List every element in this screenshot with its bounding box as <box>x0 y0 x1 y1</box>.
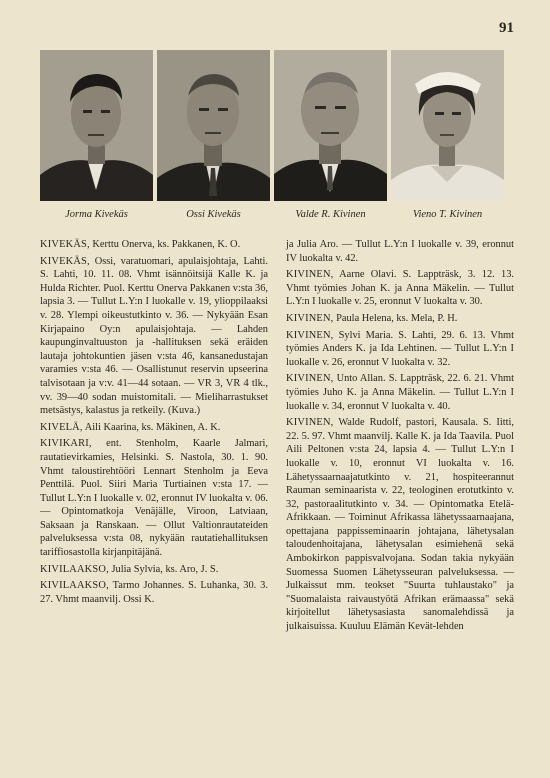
entry-text: Ossi, varatuomari, apulaisjohtaja, Lahti. S. Lahti, 10. 11. 08. Vhmt isännöitsijä Kalle K. ja Hulda Richter. Puol. Kerttu Onerva Pakkanen v:sta 36, lapsia 3. — Tullut L.Y:n I luokalle v. 19, ylioppilaaksi v. 28. Ylempi oikeustutkinto v. 36. — Nykyään Esan Kirjapaino Oy:n apulaisjohtaja. — Lahden kaupunginvaltuuston ja -hallituksen sekä eräiden lautaja johtokuntien jäsen v:sta 46, kansanedustajan varamies v:sta 46. — Osallistunut reservin upseerina talvisotaan ja v:v. 41—44 sotaan. — VR 3, VR 4 tlk., vv. 39—40 sodan muistomitali. — Mieliharrastukset metsästys, kalastus ja retkeily. (Kuva.) <box>40 255 268 417</box>
entry-text: Unto Allan. S. Lappträsk, 22. 6. 21. Vhmt työmies Juho K. ja Anna Mäkelin. — Tullut L.Y:n I luokalle v. 34, eronnut V luokalta v. 40. <box>286 373 514 412</box>
portrait-caption: Jorma Kivekäs <box>65 209 128 220</box>
biography-entry <box>286 372 514 413</box>
entry-name: KIVINEN, <box>286 312 334 324</box>
entry-text: Walde Rudolf, pastori, Kausala. S. Iitti, 22. 5. 97. Vhmt maanvilj. Kalle K. ja Ida Taavila. Puol Aili Peltonen v:sta 24, lapsia 4. — Tullut L.Y:n I luokalle v. 10, eronnut VI luokalta v. 16. Lähetyssaarnaajatutkinto v. 21, hospiteerannut Rauman seminaarista v. 22, teologinen erotutkinto v. 32, pastoraalitutkinto v. 34. — Opintomatka Etelä-Afrikkaan. — Toiminut Afrikassa lähetyssaarnaajana, opettajana pappisseminaarin johtajana, lähetysalan taloudenhoitajana, lähetysalan esimiehenä sekä Ambokirkon pappisvalvojana. Sodan takia nykyään Suomessa Suomen Lähetysseuran palveluksessa. — Julkaissut mm. teokset "Suurta tuhlaustako" ja "Suomalaista raivaustyötä Afrikan erämaassa" sekä kirjoitellut lähetysasiasta sanomalehdissä ja julkaisuissa. Kuuluu Elämän Kevät-lehden <box>286 417 514 633</box>
biography-entry <box>40 421 268 435</box>
biography-entry <box>286 312 514 326</box>
portrait-vieno-kivinen <box>391 50 504 220</box>
biography-entry <box>40 437 268 559</box>
entry-text: Aili Kaarina, ks. Mäkinen, A. K. <box>84 421 221 433</box>
biography-entry <box>40 238 268 252</box>
biography-entry-continued <box>286 238 514 265</box>
biography-entry <box>286 416 514 634</box>
entry-name: KIVINEN, <box>286 329 334 341</box>
portrait-valde-kivinen <box>274 50 387 220</box>
entry-text: Aarne Olavi. S. Lappträsk, 3. 12. 13. Vhmt työmies Johan K. ja Anna Mäkelin. — Tullut L.Y:n I luokalle v. 25, eronnut V luokalta v. 30. <box>286 269 514 308</box>
portrait-caption: Vieno T. Kivinen <box>412 209 483 220</box>
entry-name: KIVEKÄS, <box>40 239 90 250</box>
portrait-ossi-kivekas <box>157 50 270 220</box>
biography-entry <box>40 563 268 577</box>
entry-name: KIVINEN, <box>286 373 334 385</box>
entry-name: KIVEKÄS, <box>40 255 90 267</box>
left-column <box>40 238 268 637</box>
biography-entry <box>40 255 268 418</box>
entry-name: KIVINEN, <box>286 269 334 281</box>
portrait-jorma-kivekas <box>40 50 153 220</box>
portrait-photo <box>274 50 387 201</box>
entry-text: ent. Stenholm, Kaarle Jalmari, rautatievirkamies, Helsinki. S. Nastola, 30. 1. 90. Vhmt taloustirehtööri Lennart Stenholm ja Eeva Penttilä. Puol. Siiri Maria Turtiainen v:sta 17. — Tullut L.Y:n I luokalle v. 02, eronnut IV luokalta v. 06. — Opintomatkoja Venäjälle, Viroon, Latviaan, Saksaan ja Ranskaan. — Ollut Valtionrautateiden palveluksessa v:sta 08, nykyään rautatiehallituksen tariffiosastolla kirjanpitäjänä. <box>40 438 268 559</box>
entry-text: ja Julia Aro. — Tullut L.Y:n I luokalle v. 39, eronnut IV luokalta v. 42. <box>286 239 514 264</box>
entry-text: Tarmo Johannes. S. Luhanka, 30. 3. 27. Vhmt maanvilj. Ossi K. <box>40 580 268 605</box>
portrait-photo <box>391 50 504 201</box>
entry-text: Sylvi Maria. S. Lahti, 29. 6. 13. Vhmt työmies Anders K. ja Ida Lehtinen. — Tullut L.Y:n I luokalle v. 26, eronnut V luokalta v. 32. <box>286 329 514 368</box>
page-number: 91 <box>499 20 514 36</box>
entry-name: KIVELÄ, <box>40 421 83 433</box>
biography-entry <box>286 329 514 370</box>
entry-name: KIVILAAKSO, <box>40 580 109 592</box>
entry-name: KIVILAAKSO, <box>40 563 109 575</box>
portrait-photo <box>157 50 270 201</box>
portrait-caption: Valde R. Kivinen <box>295 209 366 220</box>
portrait-photo <box>40 50 153 201</box>
portrait-caption: Ossi Kivekäs <box>186 209 241 220</box>
entry-text: Julia Sylvia, ks. Aro, J. S. <box>111 563 219 575</box>
entry-text: Paula Helena, ks. Mela, P. H. <box>336 312 458 324</box>
biography-entry <box>286 268 514 309</box>
entry-text: Kerttu Onerva, ks. Pakkanen, K. O. <box>92 239 241 250</box>
right-column <box>286 238 514 637</box>
entry-name: KIVIKARI, <box>40 438 92 450</box>
biography-entry <box>40 579 268 606</box>
biography-columns <box>40 238 514 637</box>
entry-name: KIVINEN, <box>286 417 334 429</box>
portrait-row <box>40 50 504 220</box>
